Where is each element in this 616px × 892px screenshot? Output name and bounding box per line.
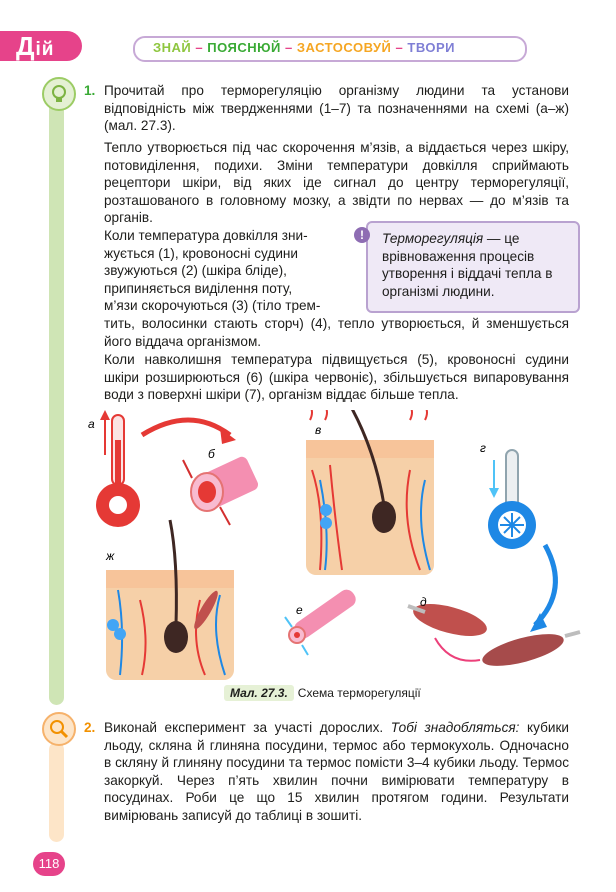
task1-paragraph-3: Коли навколишня температура підвищується (5), кровоносні судини шкіри розширюються (6) (шкіра червоніє), збільшується випаровування води з поверхні шкіри (7), організм віддає більше тепла. — [104, 352, 569, 403]
skin-hot-illustration — [306, 410, 434, 575]
label-g: г — [480, 441, 486, 455]
exclamation-icon: ! — [354, 227, 370, 243]
hot-thermometer-icon — [96, 410, 140, 527]
magnifier-icon — [42, 712, 76, 746]
task1-paragraph-2-tail: тить, волосинки стають сторч) (4), тепло утворюється, й зменшується його віддача організмом. — [104, 316, 569, 349]
figure-caption: Мал. 27.3. Схема терморегуляції — [224, 686, 421, 700]
task1-paragraph-2-head: Коли температура довкілля зни- жується (1), кровоносні судини звужуються (2) (шкіра бліде), припиняється виділення поту, м’язи скорочуються (3) (тіло трем- — [104, 228, 321, 314]
definition-text: Терморегуляція — це врівноваження процесів утворення і віддачі тепла в організмі людини. — [382, 231, 553, 299]
dilated-vessel-icon — [183, 455, 260, 525]
muscle-illustration — [408, 598, 580, 673]
thermoregulation-figure — [80, 410, 600, 685]
task2-number: 2. — [84, 720, 96, 735]
side-rail — [49, 80, 64, 705]
cold-thermometer-icon — [488, 450, 536, 549]
task1-paragraph-1: Тепло утворюється під час скорочення м’язів, а віддається через шкіру, потовиділення, подихи. Зміни температури довкілля сприймають рецептори шкіри, від яких іде сигнал до центру терморегуляції, розташованого в головному мозку, а звідти по нервах — до м’язів та органів. — [104, 140, 569, 226]
constricted-vessel-icon — [285, 587, 359, 655]
section-tag-label: Дій — [16, 31, 55, 61]
skin-cold-illustration — [106, 520, 234, 680]
task2-text: Виконай експеримент за участі дорослих. Тобі знадобляться: кубики льоду, скляна й глиняна посудини, термос або термокухоль. Одночасно в скляну й глиняну посудини та термос помісти 3–4 кубики льоду. Термос закоркуй. Через п’ять хвилин почни вимірювати температуру в посудинах. Роби це що 15 хвилин протягом години. Результати вимірювань записуй до таблиці в зошиті. — [104, 720, 570, 823]
label-b: б — [208, 447, 215, 461]
label-v: в — [315, 423, 322, 437]
task1-intro: Прочитай про терморегуляцію організму людини та установи відповідність між твердженнями (1–7) та позначеннями на схемі (а–ж) (мал. 27.3). — [104, 83, 569, 134]
side-rail-task2 — [49, 742, 64, 842]
header-banner-text: ЗНАЙ – ПОЯСНЮЙ – ЗАСТОСОВУЙ – ТВОРИ — [153, 40, 456, 55]
label-e: е — [296, 603, 303, 617]
task1-number: 1. — [84, 83, 96, 98]
page-number: 118 — [33, 852, 65, 876]
lightbulb-icon — [42, 77, 76, 111]
label-zh: ж — [106, 549, 115, 563]
label-a: а — [88, 417, 95, 431]
label-d: д — [420, 595, 427, 609]
